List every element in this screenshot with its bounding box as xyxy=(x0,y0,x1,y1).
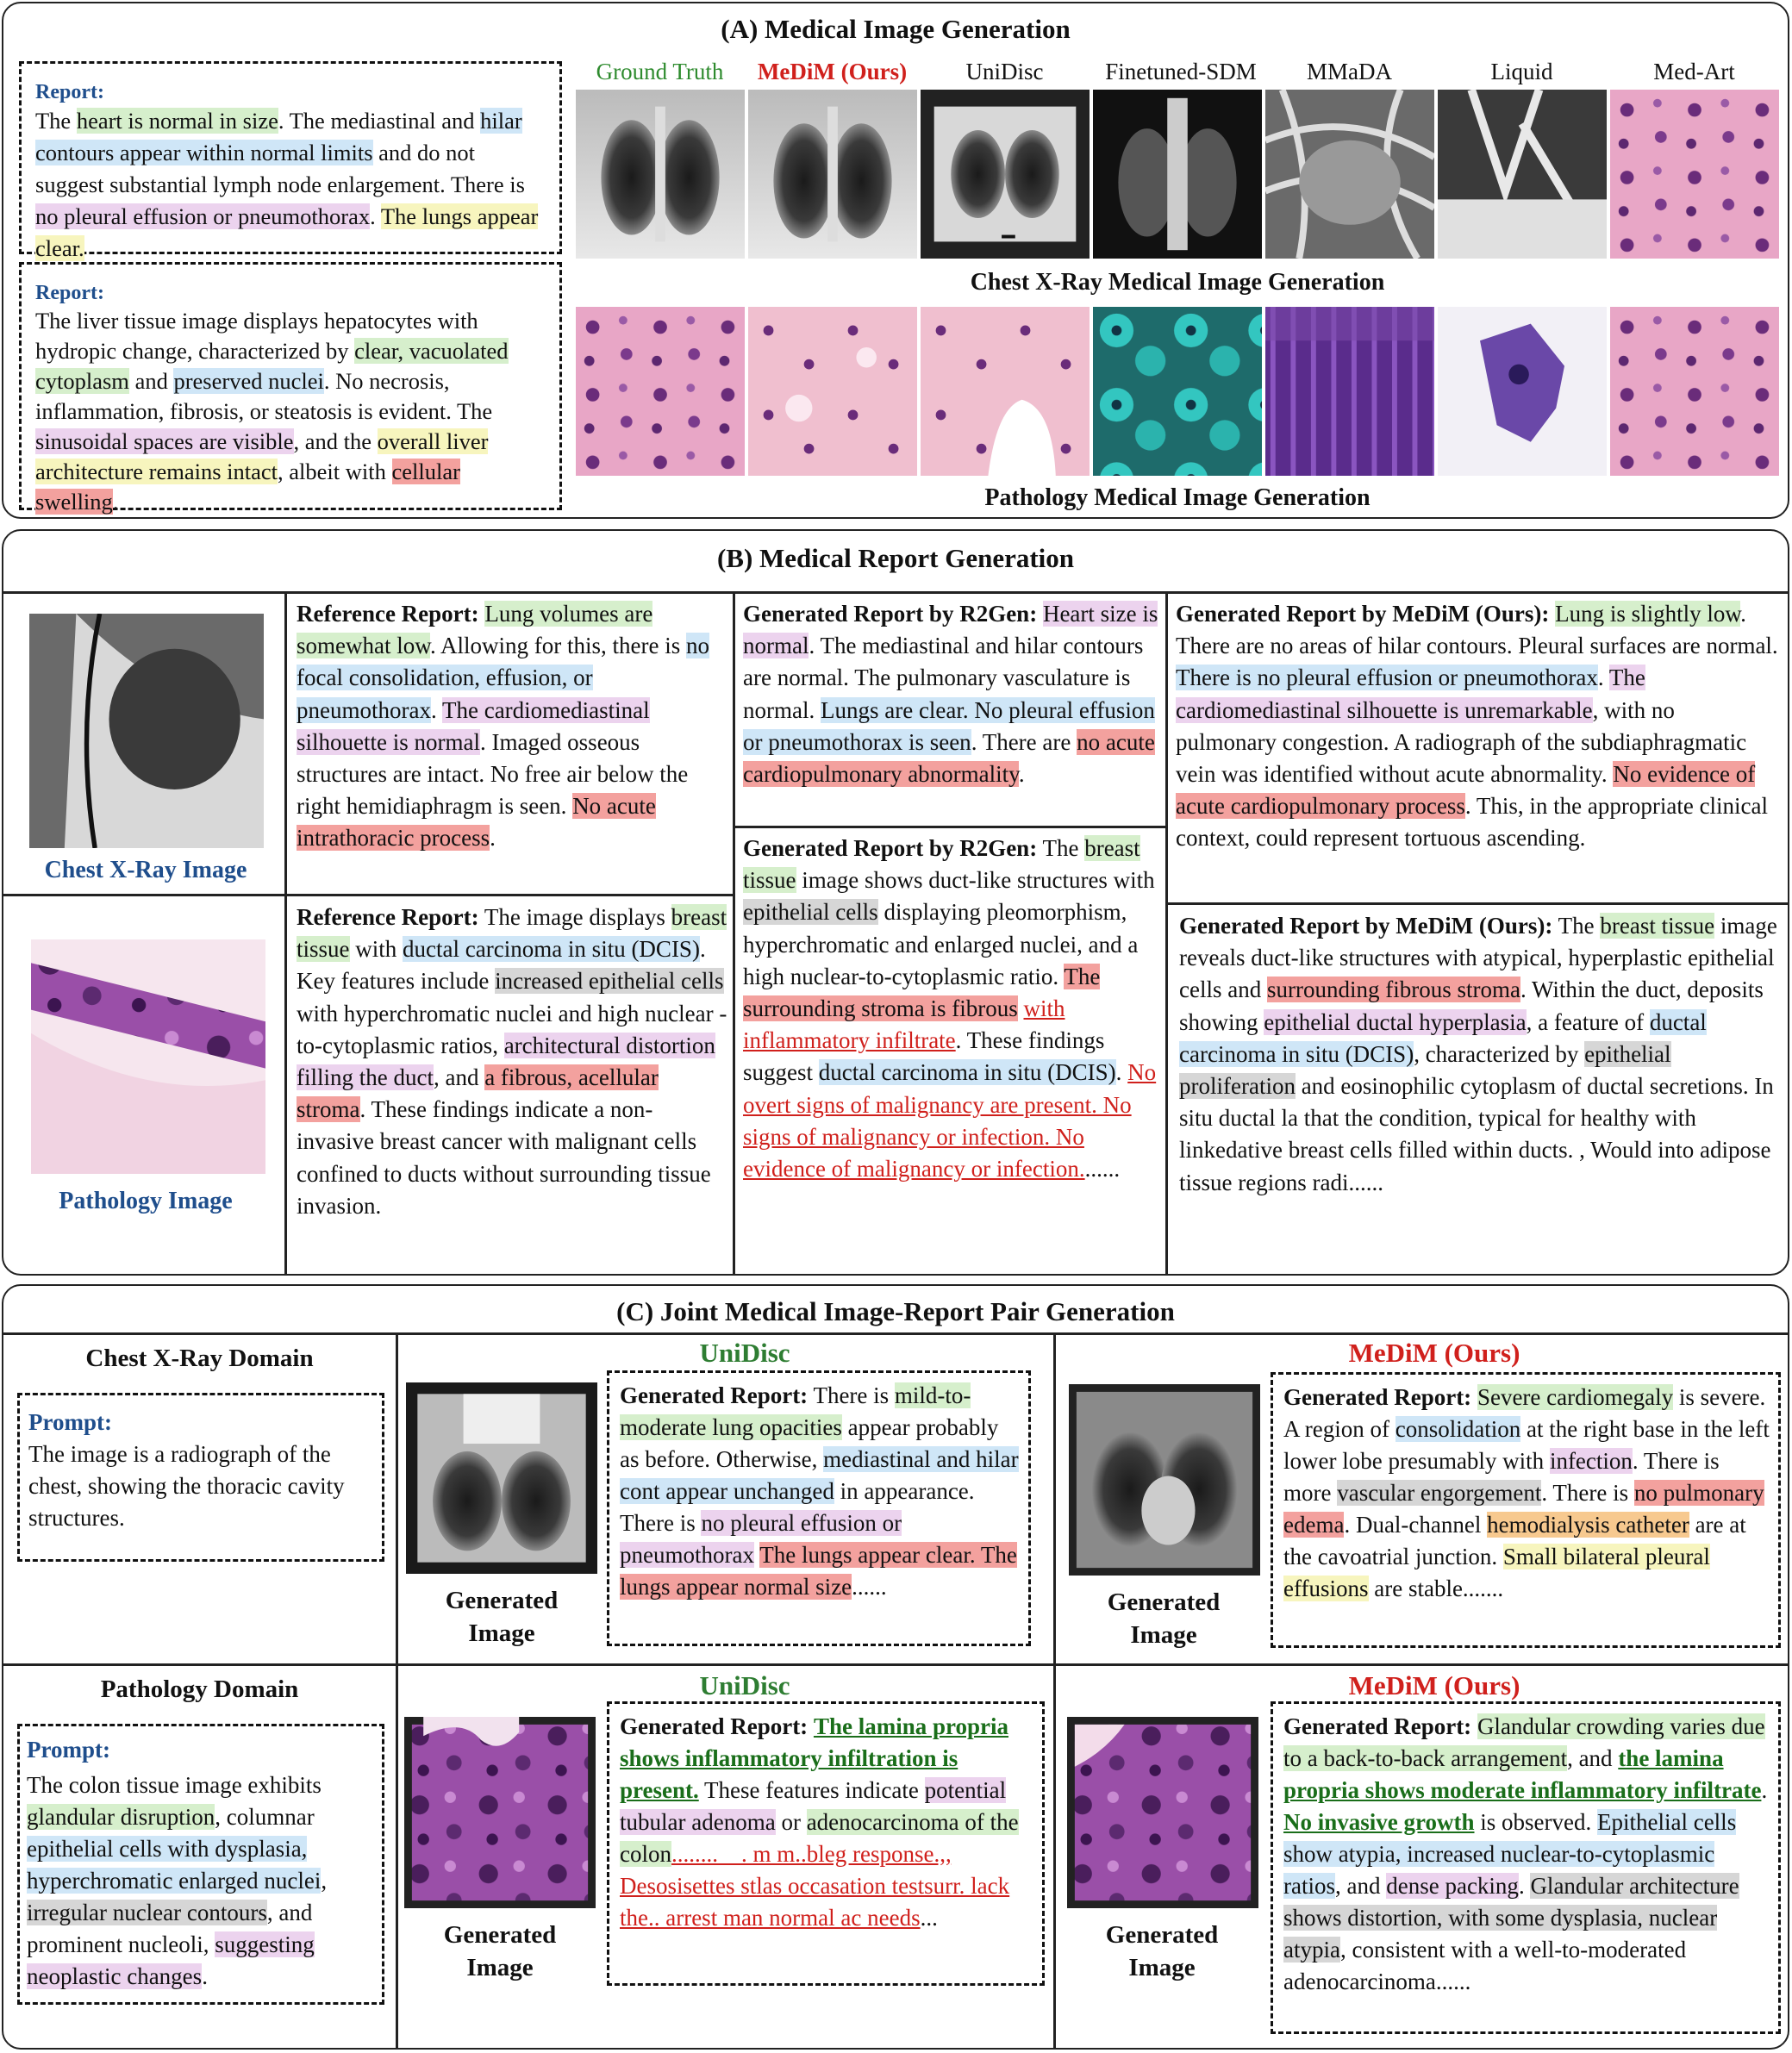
text-span: Reference Report: xyxy=(297,904,479,930)
prompt-box-pathology xyxy=(17,1724,384,2005)
prompt-text-xray: The image is a radiograph of the chest, showing the thoracic cavity structures. xyxy=(28,1441,345,1531)
prompt-box-xray xyxy=(17,1393,384,1562)
highlight-yellow: overall liver architecture remains intact xyxy=(35,428,489,484)
text-span: The liver tissue image displays hepatocytes with hydropic change, characterized by xyxy=(35,308,478,364)
text-span: . Allowing for this, there is xyxy=(429,633,686,659)
table-divider xyxy=(1053,1332,1056,2050)
text-span xyxy=(808,1713,814,1739)
pathology-image-unidisc xyxy=(921,307,1090,476)
generated-report-unidisc-xray xyxy=(620,1380,1020,1603)
xray-image-liquid xyxy=(1438,90,1607,259)
highlight-gray: vascular engorgement xyxy=(1337,1480,1542,1506)
table-divider xyxy=(396,1332,398,2050)
highlight-red: No acute intrathoracic process xyxy=(297,793,656,852)
method-title-unidisc: UniDisc xyxy=(699,1670,790,1700)
report-box-xray xyxy=(19,61,562,261)
text-span: ... xyxy=(920,1905,938,1931)
text-span: ...... xyxy=(852,1574,887,1600)
text-span: , consistent with a well-to-moderated adenocarcinoma...... xyxy=(1283,1937,1687,1994)
text-span: are at the cavoatrial junction. xyxy=(1283,1512,1746,1569)
text-span: , columnar xyxy=(215,1804,315,1830)
text-span: and xyxy=(128,368,174,394)
r2gen-report-xray xyxy=(743,598,1160,790)
column-label-med-art: Med-Art xyxy=(1653,59,1735,84)
row-divider-left xyxy=(3,894,734,896)
text-span: There is xyxy=(808,1382,895,1408)
table-top-line xyxy=(3,1332,1788,1335)
highlight-green: breast tissue xyxy=(1600,913,1715,939)
highlight-blue: hilar contours appear within normal limits xyxy=(35,108,522,165)
highlight-yellow: Small bilateral pleural effusions xyxy=(1283,1544,1710,1601)
row-divider xyxy=(3,1663,1788,1666)
text-span: . These findings indicate a non-invasive breast cancer with malignant cells confined to ducts without surrounding tissue invasion. xyxy=(297,1096,711,1219)
column-label-mmada: MMaDA xyxy=(1307,59,1392,84)
generated-report-medim-pathology xyxy=(1283,1711,1770,1998)
text-span: , a feature of xyxy=(1526,1008,1650,1035)
r2gen-report-pathology xyxy=(743,833,1160,1185)
highlight-pink: The cardiomediastinal silhouette is normal xyxy=(297,696,650,755)
highlight-red: no pulmonary edema xyxy=(1283,1480,1764,1538)
highlight-blue: Lungs are clear. No pleural effusion or pneumothorax is seen xyxy=(743,696,1155,755)
label-generated-image: Generated Image xyxy=(445,1587,559,1647)
text-span: , characterized by xyxy=(1414,1040,1585,1067)
text-span: Generated Report: xyxy=(1283,1713,1472,1739)
correct-underline: The lamina propria shows inflammatory infiltration is present. xyxy=(620,1713,1008,1803)
highlight-blue: preserved nuclei xyxy=(173,368,324,394)
highlight-pink: infection xyxy=(1549,1448,1633,1474)
highlight-red: a fibrous, acellular stroma xyxy=(297,1064,659,1123)
column-label-unidisc: UniDisc xyxy=(965,59,1044,84)
table-divider xyxy=(284,591,287,1276)
highlight-red: no acute cardiopulmonary abnormality xyxy=(743,728,1155,788)
text-span: . There is xyxy=(1541,1480,1634,1506)
generated-pathology-unidisc xyxy=(404,1717,596,1908)
xray-image-finetuned-sdm xyxy=(1093,90,1262,259)
xray-image-unidisc xyxy=(921,90,1090,259)
reference-report-xray xyxy=(297,598,727,855)
text-span: The colon tissue image exhibits xyxy=(27,1772,322,1798)
error-underline: ........__. m m..bleg response.,, Desosisettes stlas occasation testsurr. lack the.. arrest man normal ac needs xyxy=(620,1841,1010,1931)
text-span: with xyxy=(349,936,403,963)
highlight-blue: ductal carcinoma in situ (DCIS) xyxy=(1179,1008,1707,1067)
text-span: . xyxy=(1518,1873,1531,1899)
highlight-green: mild-to-moderate lung opacities xyxy=(620,1382,971,1440)
text-span: , albeit with xyxy=(278,459,392,484)
input-pathology-image xyxy=(31,939,265,1174)
highlight-pink: epithelial ductal hyperplasia xyxy=(1264,1008,1527,1035)
highlight-blue: epithelial cells with dysplasia, hyperchromatic enlarged nuclei xyxy=(27,1836,322,1894)
text-span: Generated Report by R2Gen: xyxy=(743,601,1038,627)
highlight-pink: suggesting neoplastic changes xyxy=(27,1931,315,1989)
text-span: . Key features include xyxy=(297,936,706,995)
text-span xyxy=(1037,601,1043,627)
text-span: Generated Report by R2Gen: xyxy=(743,835,1038,861)
text-span: . xyxy=(1115,1059,1128,1086)
highlight-red: No evidence of acute cardiopulmonary process xyxy=(1176,761,1756,820)
highlight-green: breast tissue xyxy=(743,835,1140,894)
highlight-orange: hemodialysis catheter xyxy=(1487,1512,1689,1538)
text-span: . Imaged osseous structures are intact. No free air below the right hemidiaphragm is seen. xyxy=(297,728,689,820)
text-span: , and prominent nucleoli, xyxy=(27,1900,313,1957)
text-span xyxy=(1471,1384,1477,1410)
report-xray-text xyxy=(35,79,546,265)
text-span: . The mediastinal and hilar contours are normal. The pulmonary vasculature is normal. xyxy=(743,633,1144,723)
report-box-unidisc-pathology xyxy=(607,1701,1045,1986)
panel-report-generation xyxy=(2,529,1789,1276)
text-span: ...... xyxy=(1084,1156,1121,1183)
highlight-pink: architectural distortion filling the duct xyxy=(297,1032,715,1091)
table-top-line xyxy=(3,591,1788,594)
highlight-blue: consolidation xyxy=(1395,1416,1521,1442)
highlight-pink: no pleural effusion or pneumothorax xyxy=(620,1510,902,1568)
column-label-ground-truth: Ground Truth xyxy=(596,59,724,84)
highlight-pink: sinusoidal spaces are visible xyxy=(35,428,294,454)
highlight-green: adenocarcinoma of the colon xyxy=(620,1809,1019,1867)
text-span: . xyxy=(1597,665,1609,691)
generated-report-medim-xray xyxy=(1283,1382,1770,1605)
text-span: . No necrosis, inflammation, fibrosis, or steatosis is evident. The xyxy=(35,368,493,424)
xray-image-medim xyxy=(748,90,917,259)
text-span: are stable....... xyxy=(1368,1576,1504,1601)
generated-pathology-medim xyxy=(1067,1717,1258,1908)
label-pathology-image: Pathology Image xyxy=(59,1188,233,1214)
highlight-blue: ductal carcinoma in situ (DCIS) xyxy=(818,1059,1116,1086)
text-span: with hyperchromatic nuclei and high nuclear -to-cytoplasmic ratios, xyxy=(297,1000,727,1058)
row-divider-right xyxy=(1165,902,1788,905)
text-span: image shows duct-like structures with xyxy=(796,867,1155,894)
highlight-pink: potential tubular adenoma xyxy=(620,1777,1007,1835)
highlight-green: Lung volumes are somewhat low xyxy=(297,601,653,659)
text-span: is observed. xyxy=(1474,1809,1597,1835)
panel-b-title: (B) Medical Report Generation xyxy=(716,543,1075,573)
highlight-pink: no pleural effusion or pneumothorax xyxy=(35,203,371,229)
generated-report-unidisc-pathology xyxy=(620,1711,1033,1934)
domain-title-pathology: Pathology Domain xyxy=(100,1675,299,1703)
text-span: . The mediastinal and xyxy=(278,108,481,134)
highlight-pink: dense packing xyxy=(1386,1873,1519,1899)
report-box-medim-xray xyxy=(1271,1372,1781,1648)
highlight-blue: Epithelial cells show atypia, increased nuclear-to-cytoplasmic ratios xyxy=(1283,1809,1737,1899)
highlight-pink: Heart size is normal xyxy=(743,601,1158,659)
label-generated-image: Generated Image xyxy=(1105,1921,1219,1981)
highlight-red: The lungs appear clear. The lungs appear normal size xyxy=(620,1542,1017,1600)
panel-c-title: (C) Joint Medical Image-Report Pair Generation xyxy=(616,1296,1175,1326)
text-span: , and xyxy=(1567,1745,1619,1771)
input-xray-image xyxy=(29,614,264,848)
highlight-red: surrounding fibrous stroma xyxy=(1266,977,1520,1003)
row-divider-mid xyxy=(733,826,1167,828)
xray-image-ground-truth xyxy=(576,90,745,259)
text-span: These features indicate xyxy=(698,1777,925,1803)
highlight-green: Lung is slightly low xyxy=(1555,601,1741,627)
label-generated-image: Generated Image xyxy=(1107,1588,1221,1649)
text-span: , and xyxy=(433,1064,485,1091)
text-span: Generated Report by MeDiM (Ours): xyxy=(1176,601,1550,627)
label-generated-image: Generated Image xyxy=(443,1921,557,1981)
xray-image-mmada xyxy=(1265,90,1434,259)
panel-joint-generation xyxy=(2,1284,1789,2050)
domain-title-xray: Chest X-Ray Domain xyxy=(85,1345,314,1372)
text-span: The image displays xyxy=(478,904,671,930)
text-span: . xyxy=(490,825,496,852)
text-span: is severe. A region of xyxy=(1283,1384,1766,1442)
row-caption-xray: Chest X-Ray Medical Image Generation xyxy=(970,269,1385,296)
text-span: Reference Report: xyxy=(297,601,479,627)
text-span: The xyxy=(1037,835,1085,861)
text-span: The xyxy=(35,108,77,134)
highlight-red: The surrounding stroma is fibrous xyxy=(743,963,1101,1022)
text-span: . xyxy=(112,489,119,515)
table-divider xyxy=(733,591,735,1276)
text-span: , with no pulmonary congestion. A radiograph of the subdiaphragmatic vein was identified without acute abnormality. xyxy=(1176,696,1747,788)
highlight-gray: Glandular architecture shows distortion, with some dysplasia, nuclear atypia xyxy=(1283,1873,1739,1963)
text-span: . xyxy=(370,203,381,229)
prompt-label: Prompt: xyxy=(28,1409,112,1435)
text-span: . xyxy=(1018,761,1025,788)
text-span: Generated Report by MeDiM (Ours): xyxy=(1179,913,1553,939)
pathology-image-medim xyxy=(748,307,917,476)
text-span: . xyxy=(1761,1777,1768,1803)
text-span: at the right base in the left lower lobe presumably with xyxy=(1283,1416,1770,1474)
method-title-medim: MeDiM (Ours) xyxy=(1348,1670,1520,1700)
highlight-pink: The cardiomediastinal silhouette is unremarkable xyxy=(1176,665,1645,723)
prompt-label: Prompt: xyxy=(27,1737,110,1763)
pathology-image-finetuned-sdm xyxy=(1093,307,1262,476)
highlight-yellow: The lungs appear clear. xyxy=(35,203,539,261)
highlight-green: clear, vacuolated cytoplasm xyxy=(35,338,509,394)
pathology-image-med-art xyxy=(1610,307,1779,476)
text-span: The xyxy=(1552,913,1601,939)
highlight-blue: ductal carcinoma in situ (DCIS) xyxy=(403,936,700,963)
text-span: image reveals duct-like structures with atypical, hyperplastic epithelial cells and xyxy=(1179,913,1777,1003)
report-box-medim-pathology xyxy=(1271,1701,1781,2034)
text-span: . xyxy=(430,696,442,723)
panel-image-generation xyxy=(2,2,1789,519)
text-span: . There are no areas of hilar contours. Pleural surfaces are normal. xyxy=(1176,601,1778,659)
text-span: . These findings suggest xyxy=(743,1027,1105,1086)
text-span: displaying pleomorphism, hyperchromatic and enlarged nuclei, and a high nuclear-to-cytoplasmic ratio. xyxy=(743,899,1139,989)
table-divider xyxy=(1165,591,1168,1276)
highlight-red: cellular swelling xyxy=(35,459,460,515)
pathology-image-liquid xyxy=(1438,307,1607,476)
report-pathology-text xyxy=(35,280,546,517)
report-box-pathology xyxy=(19,262,562,515)
correct-underline: the lamina propria shows moderate inflammatory infiltrate xyxy=(1283,1745,1762,1803)
highlight-green: heart is normal in size xyxy=(76,108,278,134)
column-label-medim: MeDiM (Ours) xyxy=(757,59,908,84)
panel-a-title: (A) Medical Image Generation xyxy=(721,14,1071,44)
highlight-green: Severe cardiomegaly xyxy=(1477,1384,1674,1410)
highlight-green: breast tissue xyxy=(297,904,727,963)
text-span xyxy=(1471,1713,1477,1739)
highlight-gray: epithelial cells xyxy=(743,899,878,926)
error-underline: No overt signs of malignancy are present. No signs of malignancy or infection. No evidence of malignancy or infection. xyxy=(743,1059,1157,1183)
highlight-blue: There is no pleural effusion or pneumothorax xyxy=(1176,665,1598,691)
text-span: Generated Report: xyxy=(620,1713,809,1739)
text-span: appear probably as before. Otherwise, xyxy=(620,1414,999,1472)
report-box-unidisc-xray xyxy=(607,1370,1031,1646)
text-span: , and the xyxy=(293,428,378,454)
highlight-gray: irregular nuclear contours xyxy=(27,1900,267,1925)
method-title-medim: MeDiM (Ours) xyxy=(1348,1338,1520,1368)
text-span: Generated Report: xyxy=(1283,1384,1472,1410)
report-label: Report: xyxy=(35,282,104,304)
generated-xray-unidisc xyxy=(406,1382,597,1574)
xray-image-med-art xyxy=(1610,90,1779,259)
text-span: , and xyxy=(1335,1873,1387,1899)
highlight-green: Glandular crowding varies due to a back-to-back arrangement xyxy=(1283,1713,1765,1771)
medim-report-xray xyxy=(1176,598,1779,855)
highlight-green: glandular disruption xyxy=(27,1804,215,1830)
report-label: Report: xyxy=(35,81,104,103)
method-title-unidisc: UniDisc xyxy=(699,1338,790,1368)
text-span: in appearance. There is xyxy=(620,1478,975,1536)
highlight-gray: epithelial proliferation xyxy=(1179,1040,1671,1100)
pathology-image-ground-truth xyxy=(576,307,745,476)
text-span: and do not suggest substantial lymph node enlargement. There is xyxy=(35,140,525,197)
error-underline: with inflammatory infiltrate xyxy=(743,995,1065,1054)
highlight-blue: no focal consolidation, effusion, or pneumothorax xyxy=(297,633,709,723)
reference-report-pathology xyxy=(297,902,727,1222)
pathology-image-mmada xyxy=(1265,307,1434,476)
text-span: . There are xyxy=(971,728,1077,755)
text-span: , xyxy=(321,1868,328,1894)
column-label-liquid: Liquid xyxy=(1490,59,1553,84)
text-span: Generated Report: xyxy=(620,1382,809,1408)
row-caption-pathology: Pathology Medical Image Generation xyxy=(984,484,1371,511)
generated-xray-medim xyxy=(1069,1384,1260,1576)
text-span: . Within the duct, deposits showing xyxy=(1179,977,1764,1035)
text-span: . This, in the appropriate clinical context, could represent tortuous ascending. xyxy=(1176,793,1769,852)
text-span: . Dual-channel xyxy=(1344,1512,1488,1538)
correct-underline: No invasive growth xyxy=(1283,1809,1475,1835)
highlight-blue: mediastinal and hilar cont appear unchanged xyxy=(620,1446,1019,1504)
highlight-gray: increased epithelial cells xyxy=(495,968,724,995)
label-chest-xray-image: Chest X-Ray Image xyxy=(44,857,247,883)
text-span: or xyxy=(775,1809,807,1835)
column-label-finetuned-sdm: Finetuned-SDM xyxy=(1105,59,1257,84)
text-span: . xyxy=(202,1963,208,1989)
prompt-text-pathology xyxy=(27,1769,375,1993)
text-span: and eosinophilic cytoplasm of ductal secretions. In situ ductal la that the condition, typical for healthy with linkedative breast cells filled within ducts. , Would into adipose tissue regions radi...... xyxy=(1179,1073,1774,1195)
medim-report-pathology xyxy=(1179,910,1779,1199)
text-span: . There is more xyxy=(1283,1448,1720,1506)
